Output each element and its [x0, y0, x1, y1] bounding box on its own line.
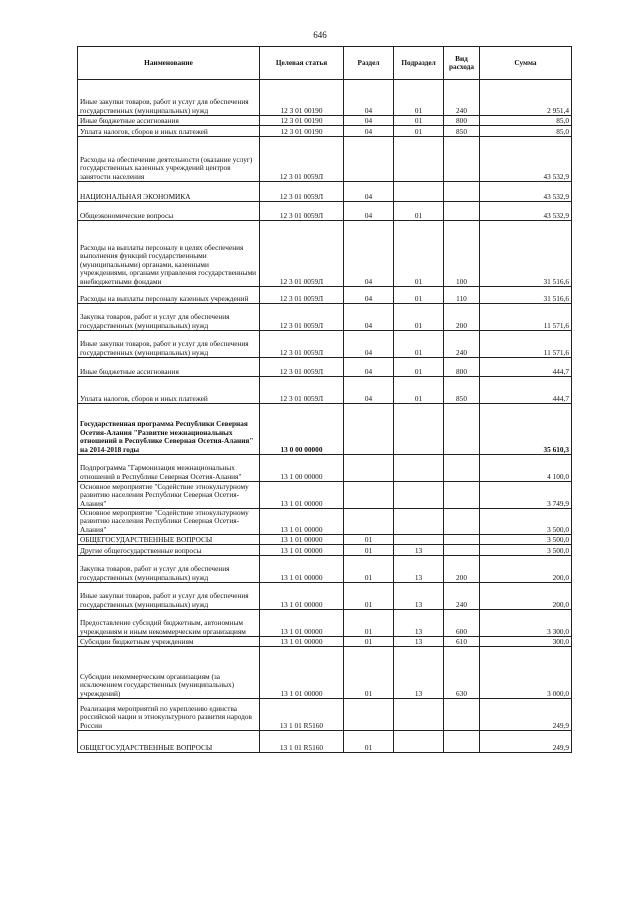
row-target: 13 1 01 00000: [260, 637, 344, 647]
row-name: Уплата налогов, сборов и иных платежей: [78, 126, 260, 137]
row-subsection: 01: [394, 358, 444, 377]
col-header-exptype: Вид расхода: [444, 47, 480, 80]
row-section: 01: [344, 583, 394, 610]
row-section: 04: [344, 116, 394, 126]
row-sum: 3 300,0: [480, 610, 572, 637]
table-row: [78, 535, 572, 545]
row-name: Расходы на обеспечение деятельности (оказание услуг) государственных казенных учреждений центров занятости населения: [78, 137, 260, 182]
table-row: [78, 116, 572, 126]
row-name: Уплата налогов, сборов и иных платежей: [78, 377, 260, 404]
row-section: [344, 482, 394, 509]
row-exptype: 110: [444, 287, 480, 304]
row-exptype: [444, 482, 480, 509]
table-row: [78, 80, 572, 116]
row-section: 01: [344, 731, 394, 753]
row-exptype: 240: [444, 80, 480, 116]
table-row: [78, 545, 572, 556]
row-section: 01: [344, 545, 394, 556]
table-row: [78, 358, 572, 377]
row-section: 04: [344, 80, 394, 116]
table-row: [78, 182, 572, 202]
row-exptype: 610: [444, 637, 480, 647]
row-subsection: 01: [394, 202, 444, 221]
row-target: 13 1 01 00000: [260, 647, 344, 699]
table-row: [78, 731, 572, 753]
row-subsection: 13: [394, 556, 444, 583]
col-header-target: Целевая статья: [260, 47, 344, 80]
row-sum: 85,0: [480, 116, 572, 126]
col-header-name: Наименование: [78, 47, 260, 80]
row-subsection: [394, 482, 444, 509]
table-row: [78, 556, 572, 583]
row-section: 04: [344, 202, 394, 221]
row-exptype: [444, 509, 480, 535]
row-target: 13 1 01 00000: [260, 556, 344, 583]
row-section: [344, 137, 394, 182]
row-subsection: 01: [394, 116, 444, 126]
row-target: 13 1 01 00000: [260, 482, 344, 509]
row-exptype: [444, 455, 480, 482]
row-section: 04: [344, 287, 394, 304]
row-section: 04: [344, 377, 394, 404]
row-subsection: 01: [394, 126, 444, 137]
row-subsection: [394, 731, 444, 753]
table-row: [78, 647, 572, 699]
row-sum: 31 516,6: [480, 221, 572, 287]
row-section: 04: [344, 221, 394, 287]
table-row: [78, 455, 572, 482]
row-exptype: [444, 535, 480, 545]
row-sum: 3 500,0: [480, 545, 572, 556]
budget-table: [77, 46, 572, 753]
row-section: 04: [344, 182, 394, 202]
row-exptype: 850: [444, 377, 480, 404]
row-exptype: 600: [444, 610, 480, 637]
row-section: 04: [344, 358, 394, 377]
row-name: Расходы на выплаты персоналу казенных учреждений: [78, 287, 260, 304]
row-target: 12 3 01 0059Л: [260, 377, 344, 404]
row-subsection: [394, 137, 444, 182]
row-name: Общеэкономические вопросы: [78, 202, 260, 221]
row-sum: 35 610,3: [480, 404, 572, 455]
table-row: [78, 126, 572, 137]
row-name: Иные закупки товаров, работ и услуг для обеспечения государственных (муниципальных) нужд: [78, 583, 260, 610]
col-header-section: Раздел: [344, 47, 394, 80]
table-row: [78, 699, 572, 731]
table-row: [78, 583, 572, 610]
row-name: Реализация мероприятий по укреплению единства российской нации и этнокультурного развития народов России: [78, 699, 260, 731]
row-name: ОБЩЕГОСУДАРСТВЕННЫЕ ВОПРОСЫ: [78, 731, 260, 753]
row-target: 12 3 01 0059Л: [260, 287, 344, 304]
row-name: НАЦИОНАЛЬНАЯ ЭКОНОМИКА: [78, 182, 260, 202]
row-target: 13 1 01 00000: [260, 545, 344, 556]
row-target: 13 1 01 00000: [260, 509, 344, 535]
row-target: 12 3 01 00190: [260, 80, 344, 116]
row-sum: 3 500,0: [480, 509, 572, 535]
row-subsection: [394, 699, 444, 731]
row-name: Иные закупки товаров, работ и услуг для обеспечения государственных (муниципальных) нужд: [78, 331, 260, 358]
row-target: 13 0 00 00000: [260, 404, 344, 455]
table-row: [78, 221, 572, 287]
row-sum: 3 000,0: [480, 647, 572, 699]
row-sum: 11 571,6: [480, 331, 572, 358]
row-target: 12 3 01 0059Л: [260, 137, 344, 182]
row-sum: 200,0: [480, 583, 572, 610]
row-exptype: [444, 404, 480, 455]
row-name: Закупка товаров, работ и услуг для обеспечения государственных (муниципальных) нужд: [78, 556, 260, 583]
row-subsection: [394, 535, 444, 545]
row-sum: 31 516,6: [480, 287, 572, 304]
row-exptype: [444, 137, 480, 182]
table-row: [78, 287, 572, 304]
row-name: Иные бюджетные ассигнования: [78, 358, 260, 377]
page-number: 646: [313, 30, 327, 40]
row-subsection: [394, 509, 444, 535]
row-exptype: 630: [444, 647, 480, 699]
row-name: Подпрограмма "Гармонизация межнациональных отношений в Республике Северная Осетия-Алания": [78, 455, 260, 482]
row-sum: 249,9: [480, 731, 572, 753]
table-row: [78, 304, 572, 331]
row-subsection: 13: [394, 583, 444, 610]
row-section: [344, 404, 394, 455]
row-target: 13 1 01 R5160: [260, 731, 344, 753]
row-exptype: [444, 202, 480, 221]
row-section: 04: [344, 304, 394, 331]
row-name: Субсидии некоммерческим организациям (за исключением государственных (муниципальных) учреждений): [78, 647, 260, 699]
row-target: 13 1 00 00000: [260, 455, 344, 482]
row-sum: 11 571,6: [480, 304, 572, 331]
row-sum: 444,7: [480, 377, 572, 404]
row-target: 13 1 01 00000: [260, 610, 344, 637]
row-exptype: [444, 731, 480, 753]
table-row: [78, 610, 572, 637]
row-target: 12 3 01 0059Л: [260, 182, 344, 202]
row-target: 12 3 01 00190: [260, 126, 344, 137]
row-target: 12 3 01 0059Л: [260, 202, 344, 221]
row-section: 01: [344, 637, 394, 647]
row-exptype: 240: [444, 331, 480, 358]
row-exptype: 800: [444, 116, 480, 126]
row-subsection: 01: [394, 287, 444, 304]
row-subsection: 13: [394, 647, 444, 699]
row-sum: 43 532,9: [480, 202, 572, 221]
row-section: [344, 455, 394, 482]
row-name: Закупка товаров, работ и услуг для обеспечения государственных (муниципальных) нужд: [78, 304, 260, 331]
col-header-subsection: Подраздел: [394, 47, 444, 80]
row-sum: 4 100,0: [480, 455, 572, 482]
row-subsection: 01: [394, 80, 444, 116]
row-section: 01: [344, 610, 394, 637]
row-sum: 444,7: [480, 358, 572, 377]
row-name: Предоставление субсидий бюджетным, автономным учреждениям и иным некоммерческим организациям: [78, 610, 260, 637]
row-subsection: 01: [394, 331, 444, 358]
row-subsection: [394, 455, 444, 482]
row-sum: 3 749,9: [480, 482, 572, 509]
row-sum: 3 500,0: [480, 535, 572, 545]
row-section: 01: [344, 535, 394, 545]
row-exptype: 200: [444, 556, 480, 583]
table-row: [78, 637, 572, 647]
row-section: [344, 699, 394, 731]
row-subsection: 01: [394, 221, 444, 287]
row-section: 01: [344, 647, 394, 699]
row-exptype: 100: [444, 221, 480, 287]
row-name: Субсидии бюджетным учреждениям: [78, 637, 260, 647]
table-row: [78, 482, 572, 509]
row-name: Расходы на выплаты персоналу в целях обеспечения выполнения функций государственными (муниципальными) органами, казенными учреждениями, органами управления государственными внебюджетными фондами: [78, 221, 260, 287]
col-header-sum: Сумма: [480, 47, 572, 80]
row-exptype: [444, 545, 480, 556]
row-section: [344, 509, 394, 535]
table-row: [78, 331, 572, 358]
row-target: 12 3 01 00190: [260, 116, 344, 126]
row-subsection: 01: [394, 377, 444, 404]
table-row: [78, 509, 572, 535]
row-exptype: 800: [444, 358, 480, 377]
row-sum: 200,0: [480, 556, 572, 583]
row-name: Основное мероприятие "Содействие этнокультурному развитию населения Республики Северная Осетия-Алания": [78, 482, 260, 509]
row-section: 04: [344, 126, 394, 137]
row-subsection: 13: [394, 637, 444, 647]
table-row: [78, 202, 572, 221]
table-row: [78, 377, 572, 404]
row-name: Иные закупки товаров, работ и услуг для обеспечения государственных (муниципальных) нужд: [78, 80, 260, 116]
row-sum: 85,0: [480, 126, 572, 137]
row-target: 13 1 01 00000: [260, 583, 344, 610]
table-row: [78, 404, 572, 455]
row-subsection: 13: [394, 545, 444, 556]
row-sum: 2 951,4: [480, 80, 572, 116]
row-subsection: 13: [394, 610, 444, 637]
row-target: 12 3 01 0059Л: [260, 304, 344, 331]
row-exptype: 850: [444, 126, 480, 137]
row-exptype: [444, 182, 480, 202]
row-subsection: 01: [394, 304, 444, 331]
row-sum: 300,0: [480, 637, 572, 647]
row-exptype: 200: [444, 304, 480, 331]
row-name: Иные бюджетные ассигнования: [78, 116, 260, 126]
table-row: [78, 137, 572, 182]
row-subsection: [394, 404, 444, 455]
row-section: 04: [344, 331, 394, 358]
row-name: Другие общегосударственные вопросы: [78, 545, 260, 556]
row-target: 12 3 01 0059Л: [260, 331, 344, 358]
row-sum: 249,9: [480, 699, 572, 731]
header-row: [78, 47, 572, 80]
row-target: 12 3 01 0059Л: [260, 221, 344, 287]
row-target: 13 1 01 00000: [260, 535, 344, 545]
row-target: 13 1 01 R5160: [260, 699, 344, 731]
row-name: ОБЩЕГОСУДАРСТВЕННЫЕ ВОПРОСЫ: [78, 535, 260, 545]
row-name: Государственная программа Республики Северная Осетия-Алания "Развитие межнациональных отношений в Республике Северная Осетия-Алания" на 2014-2018 годы: [78, 404, 260, 455]
row-name: Основное мероприятие "Содействие этнокультурному развитию населения Республики Северная Осетия-Алания": [78, 509, 260, 535]
row-target: 12 3 01 0059Л: [260, 358, 344, 377]
row-sum: 43 532,9: [480, 137, 572, 182]
row-sum: 43 532,9: [480, 182, 572, 202]
row-subsection: [394, 182, 444, 202]
row-section: 01: [344, 556, 394, 583]
row-exptype: 240: [444, 583, 480, 610]
row-exptype: [444, 699, 480, 731]
